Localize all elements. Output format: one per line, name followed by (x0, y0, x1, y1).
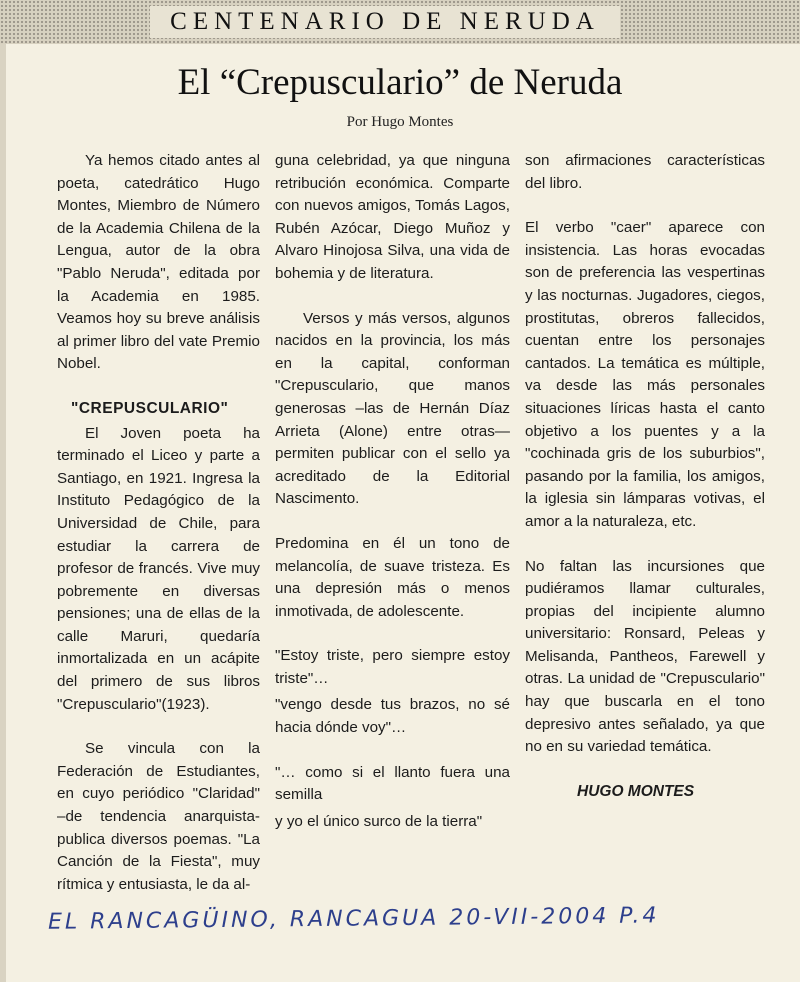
author-signature: HUGO MONTES (577, 782, 695, 800)
article-byline: Por Hugo Montes (346, 114, 454, 130)
quote: y yo el único surco de la tierra" (275, 812, 483, 830)
paragraph: guna celebridad, ya que ninguna retribución económica. Comparte con nuevos amigos, Tomás Lagos, Rubén Azócar, Diego Muñoz y Alvaro Hinojosa Silva, una vida de bohemia y de literatura. (275, 152, 510, 282)
subheading: "CREPUSCULARIO" (71, 399, 229, 417)
column-2 (275, 150, 510, 855)
column-3 (525, 150, 765, 803)
paragraph: No faltan las incursiones que pudiéramos llamar culturales, propias del incipiente alumno universitario: Ronsard, Peleas y Melisanda, Pantheos, Farewell y otras. La unidad de "Crepusculario" hay que buscarla en el tono depresivo antes señalado, ya que no en su variedad temática. (525, 557, 765, 756)
quote: "… como si el llanto fuera una semilla (275, 763, 510, 804)
paragraph: Ya hemos citado antes al poeta, catedrático Hugo Montes, Miembro de Número de la Academia Chilena de la Lengua, autor de la obra "Pablo Neruda", editada por la Academia en 1985. Veamos hoy su breve análisis al primer libro del vate Premio Nobel. (57, 152, 260, 373)
paragraph: El verbo "caer" aparece con insistencia. Las horas evocadas son de preferencia las vespertinas y las nocturnas. Jugadores, ciegos, prostitutas, obreros fallecidos, cuentan entre los personajes cantados. La temática es múltiple, va desde las más personales situaciones líricas hasta el canto objetivo a los puentes y a la "cochinada gris de los suburbios", pasando por la familia, los amigos, la iglesia sin lámparas votivas, el amor a la naturaleza, etc. (525, 219, 765, 530)
section-banner (0, 0, 800, 44)
column-1 (57, 150, 260, 918)
paragraph: Predomina en él un tono de melancolía, de suave tristeza. Es una depresión más o menos inmotivada, de adolescente. (275, 534, 510, 620)
scan-edge (0, 0, 6, 982)
article-headline: El “Crepusculario” de Neruda (177, 62, 623, 103)
quote: "vengo desde tus brazos, no sé hacia dónde voy"… (275, 696, 510, 737)
quote: "Estoy triste, pero siempre estoy triste"… (275, 647, 510, 687)
paragraph: Versos y más versos, algunos nacidos en la provincia, los más en la capital, conforman "Crepusculario, que manos generosas –las de Hernán Díaz Arrieta (Alone) entre otras— permiten publicar con el sello ya acreditado de la Editorial Nascimento. (275, 309, 510, 508)
section-title: CENTENARIO DE NERUDA (150, 6, 620, 38)
handwritten-source-note: EL RANCAGÜINO, RANCAGUA 20-VII-2004 P.4 (47, 903, 660, 935)
paragraph: Se vincula con la Federación de Estudiantes, en cuyo periódico "Claridad" –de tendencia anarquista- publica diversos poemas. "La Canción de la Fiesta", muy rítmica y entusiasta, le da al- (57, 740, 260, 893)
paragraph: El Joven poeta ha terminado el Liceo y parte a Santiago, en 1921. Ingresa la Instituto Pedagógico de la Universidad de Chile, para estudiar la carrera de profesor de francés. Vive muy pobremente en diversas pensiones; una de ellas de la calle Maruri, quedaría inmortalizada en un acápite del primero de sus libros "Crepusculario"(1923). (57, 424, 260, 713)
paragraph: son afirmaciones características del libro. (525, 152, 765, 192)
